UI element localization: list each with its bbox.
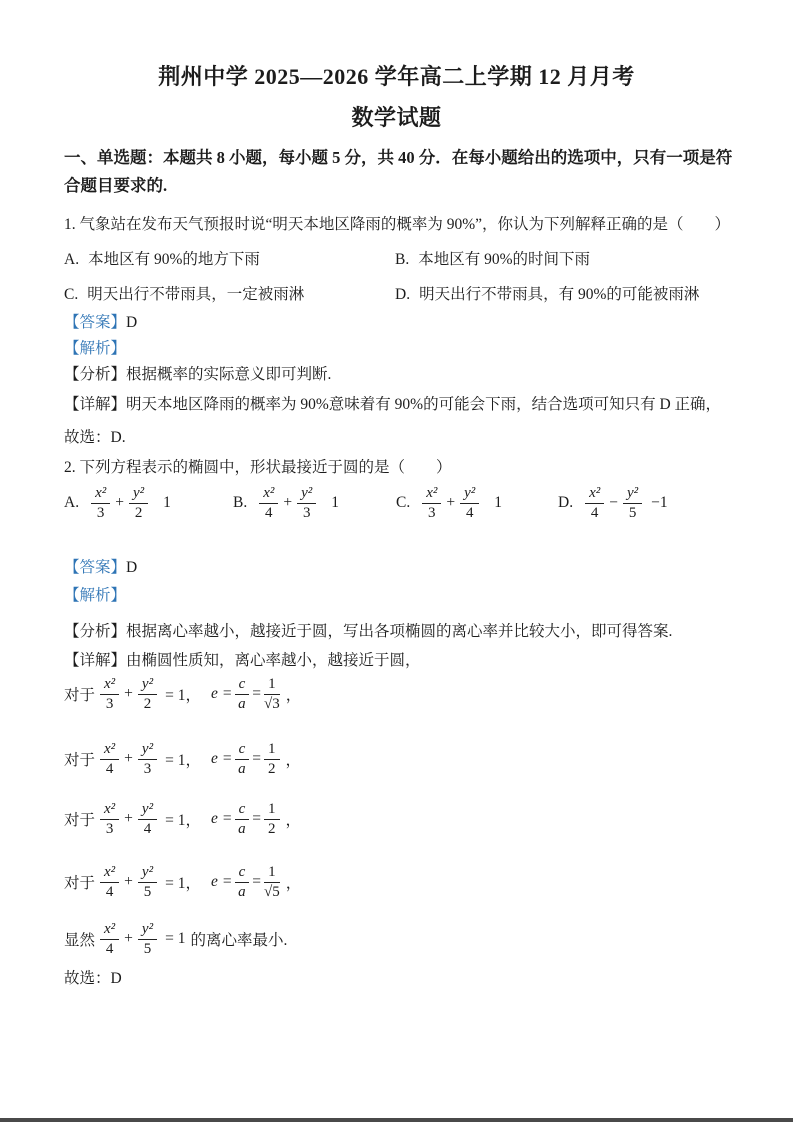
q1-answer-line — [64, 310, 137, 332]
q1-option-d — [395, 282, 699, 304]
q1-fenxi-line — [64, 362, 331, 384]
fraction-denominator: 5 — [628, 504, 637, 521]
equals-value: 1 — [163, 494, 171, 512]
fraction-denominator: a — [238, 760, 246, 777]
eccentricity-var: e — [210, 685, 218, 703]
q2-solution-step-1 — [64, 676, 301, 713]
fraction — [91, 485, 110, 522]
fraction-denominator: 4 — [590, 504, 599, 521]
q1-analysis-header: 【解析】 — [64, 340, 127, 357]
q1-stem: 1. 气象站在发布天气预报时说“明天本地区降雨的概率为 90%”，你认为下列解释正确的是（ ） — [64, 216, 731, 233]
fenxi-label: 【分析】 — [64, 623, 127, 640]
fraction-numerator: x² — [100, 801, 119, 820]
minus-operator: − — [609, 494, 618, 512]
equals-value: 1 — [331, 494, 340, 512]
fraction-denominator: 2 — [143, 695, 152, 712]
q1-option-a — [64, 247, 260, 269]
answer-label: 【答案】 — [64, 314, 127, 331]
q1-conclusion: 故选：D. — [64, 429, 126, 446]
fraction-numerator: y² — [138, 864, 157, 883]
section-heading-line2: 合题目要求的. — [64, 176, 168, 195]
equals-sign: = — [252, 873, 262, 891]
fraction-denominator: 3 — [428, 504, 436, 521]
fraction-denominator: √5 — [264, 883, 280, 900]
q2-solution-step-4 — [64, 864, 301, 901]
fraction-denominator: √3 — [264, 695, 280, 712]
fraction-numerator: x² — [100, 741, 119, 760]
fraction-denominator: 4 — [143, 820, 152, 837]
q2-fenxi-line — [64, 619, 672, 641]
option-label: D. — [395, 286, 411, 303]
option-label: A. — [64, 494, 80, 512]
plus-operator: + — [115, 494, 124, 512]
fraction-numerator: x² — [91, 485, 110, 504]
plus-operator: + — [283, 494, 293, 512]
option-label: A. — [64, 251, 80, 268]
fraction-denominator: 2 — [268, 820, 276, 837]
comma: ， — [285, 752, 302, 770]
q2-option-d — [558, 485, 668, 522]
fraction-denominator: 2 — [268, 760, 276, 777]
fraction-denominator: 4 — [465, 504, 474, 521]
fraction-denominator: a — [238, 820, 246, 837]
fraction — [259, 485, 278, 522]
option-label: C. — [64, 286, 79, 303]
equals-value: −1 — [651, 494, 668, 512]
fraction-denominator: 3 — [105, 820, 114, 837]
exam-title: 荆州中学 2025—2026 学年高二上学期 12 月月考 — [158, 64, 635, 89]
fraction-denominator: 4 — [265, 504, 273, 521]
q1-option-b — [395, 247, 590, 269]
fraction-numerator: c — [235, 741, 250, 760]
fraction-numerator: y² — [623, 485, 642, 504]
fraction — [100, 741, 119, 778]
fraction-numerator: y² — [138, 801, 157, 820]
fraction-denominator: 3 — [302, 504, 311, 521]
q2-analysis-header: 【解析】 — [64, 587, 127, 604]
xiangjie-text: 由椭圆性质知，离心率越小，越接近于圆， — [126, 652, 421, 669]
fraction-numerator: 1 — [264, 676, 280, 695]
fenxi-text: 根据概率的实际意义即可判断. — [126, 366, 332, 383]
plus-operator: + — [124, 810, 133, 828]
fraction-denominator: a — [238, 883, 246, 900]
fraction-numerator: x² — [259, 485, 278, 504]
fraction — [100, 864, 119, 901]
xiangjie-label: 【详解】 — [64, 652, 127, 669]
fenxi-text: 根据离心率越小，越接近于圆，写出各项椭圆的离心率并比较大小，即可得答案. — [126, 623, 673, 640]
fraction — [264, 801, 280, 838]
fraction — [422, 485, 441, 522]
equals-sign: = — [222, 750, 232, 768]
fraction — [129, 485, 148, 522]
fraction — [100, 801, 119, 838]
q1-xiangjie-line — [64, 392, 721, 414]
fraction-denominator: 4 — [105, 940, 114, 957]
q2-option-a — [64, 485, 171, 522]
option-text: 明天出行不带雨具，有 90%的可能被雨淋 — [419, 286, 700, 303]
equals-sign: = — [222, 685, 232, 703]
comma: ， — [285, 812, 302, 830]
step-prefix: 对于 — [64, 687, 96, 705]
fraction-denominator: 3 — [105, 695, 114, 712]
answer-value: D — [126, 559, 138, 576]
step-prefix: 对于 — [64, 812, 96, 830]
fraction-numerator: y² — [138, 741, 157, 760]
fraction-denominator: 5 — [143, 883, 152, 900]
fraction — [297, 485, 316, 522]
fraction-numerator: y² — [138, 921, 157, 940]
xianran-suffix: 的离心率最小. — [190, 932, 288, 950]
fraction-denominator: 3 — [143, 760, 152, 777]
fraction-numerator: y² — [129, 485, 148, 504]
comma: ， — [285, 687, 302, 705]
fraction-numerator: 1 — [264, 801, 280, 820]
step-prefix: 对于 — [64, 875, 96, 893]
window-bottom-border — [0, 1118, 793, 1122]
equals-sign: = — [252, 810, 262, 828]
fraction — [138, 921, 157, 958]
q2-solution-step-3 — [64, 801, 301, 838]
q2-answer-line — [64, 555, 137, 577]
fraction-numerator: x² — [585, 485, 604, 504]
option-label: B. — [395, 251, 410, 268]
fraction — [585, 485, 604, 522]
plus-operator: + — [124, 750, 133, 768]
fraction-numerator: c — [235, 676, 250, 695]
q2-conclusion: 故选：D — [64, 970, 122, 987]
fraction — [138, 676, 157, 713]
eccentricity-var: e — [210, 750, 218, 768]
fraction-denominator: 4 — [105, 883, 114, 900]
fraction-numerator: c — [235, 864, 250, 883]
equals-text: = 1， — [165, 812, 201, 830]
fraction — [138, 801, 157, 838]
equals-sign: = — [222, 810, 232, 828]
q1-option-c — [64, 282, 304, 304]
fraction-numerator: y² — [460, 485, 479, 504]
fraction — [264, 741, 280, 778]
equals-value: 1 — [494, 494, 503, 512]
fraction — [264, 864, 280, 901]
plus-operator: + — [124, 930, 133, 948]
plus-operator: + — [124, 685, 133, 703]
q2-xiangjie-line — [64, 648, 421, 670]
answer-value: D — [126, 314, 138, 331]
option-label: C. — [396, 494, 411, 512]
fraction — [235, 676, 250, 713]
q2-option-c — [396, 485, 502, 522]
eccentricity-var: e — [210, 810, 218, 828]
q2-option-b — [233, 485, 339, 522]
plus-operator: + — [446, 494, 456, 512]
fraction — [235, 801, 250, 838]
equals-text: = 1 — [165, 930, 186, 948]
fraction — [100, 676, 119, 713]
equals-sign: = — [222, 873, 232, 891]
option-text: 本地区有 90%的时间下雨 — [418, 251, 591, 268]
fraction-denominator: a — [238, 695, 246, 712]
fraction — [100, 921, 119, 958]
fraction — [235, 741, 250, 778]
option-label: B. — [233, 494, 248, 512]
equals-text: = 1， — [165, 752, 201, 770]
fenxi-label: 【分析】 — [64, 366, 127, 383]
q2-stem: 2. 下列方程表示的椭圆中，形状最接近于圆的是（ ） — [64, 459, 452, 476]
fraction-numerator: x² — [422, 485, 441, 504]
option-text: 明天出行不带雨具，一定被雨淋 — [87, 286, 305, 303]
fraction-numerator: x² — [100, 676, 119, 695]
xiangjie-label: 【详解】 — [64, 396, 127, 413]
section-heading-line1: 一、单选题：本题共 8 小题，每小题 5 分，共 40 分．在每小题给出的选项中，只有一项是符 — [64, 148, 733, 167]
equals-text: = 1， — [165, 875, 201, 893]
xiangjie-text: 明天本地区降雨的概率为 90%意味着有 90%的可能会下雨，结合选项可知只有 D 正确， — [126, 396, 722, 413]
equals-sign: = — [252, 685, 262, 703]
fraction-denominator: 4 — [105, 760, 114, 777]
equals-text: = 1， — [165, 687, 201, 705]
eccentricity-var: e — [210, 873, 218, 891]
equals-sign: = — [252, 750, 262, 768]
option-text: 本地区有 90%的地方下雨 — [88, 251, 260, 268]
fraction-numerator: x² — [100, 864, 119, 883]
plus-operator: + — [124, 873, 133, 891]
fraction-denominator: 2 — [134, 504, 143, 521]
fraction — [623, 485, 642, 522]
step-prefix: 对于 — [64, 752, 96, 770]
fraction-numerator: c — [235, 801, 250, 820]
fraction-numerator: 1 — [264, 864, 280, 883]
q2-xianran-line — [64, 921, 287, 958]
answer-label: 【答案】 — [64, 559, 127, 576]
fraction-numerator: y² — [297, 485, 316, 504]
q2-solution-step-2 — [64, 741, 301, 778]
fraction — [264, 676, 280, 713]
fraction — [138, 741, 157, 778]
exam-subtitle: 数学试题 — [351, 105, 442, 130]
fraction — [138, 864, 157, 901]
fraction-denominator: 5 — [143, 940, 152, 957]
fraction-numerator: 1 — [264, 741, 280, 760]
fraction-numerator: x² — [100, 921, 119, 940]
option-label: D. — [558, 494, 574, 512]
fraction-numerator: y² — [138, 676, 157, 695]
fraction — [235, 864, 250, 901]
fraction-denominator: 3 — [96, 504, 105, 521]
fraction — [460, 485, 479, 522]
comma: ， — [285, 875, 302, 893]
xianran-prefix: 显然 — [64, 932, 96, 950]
